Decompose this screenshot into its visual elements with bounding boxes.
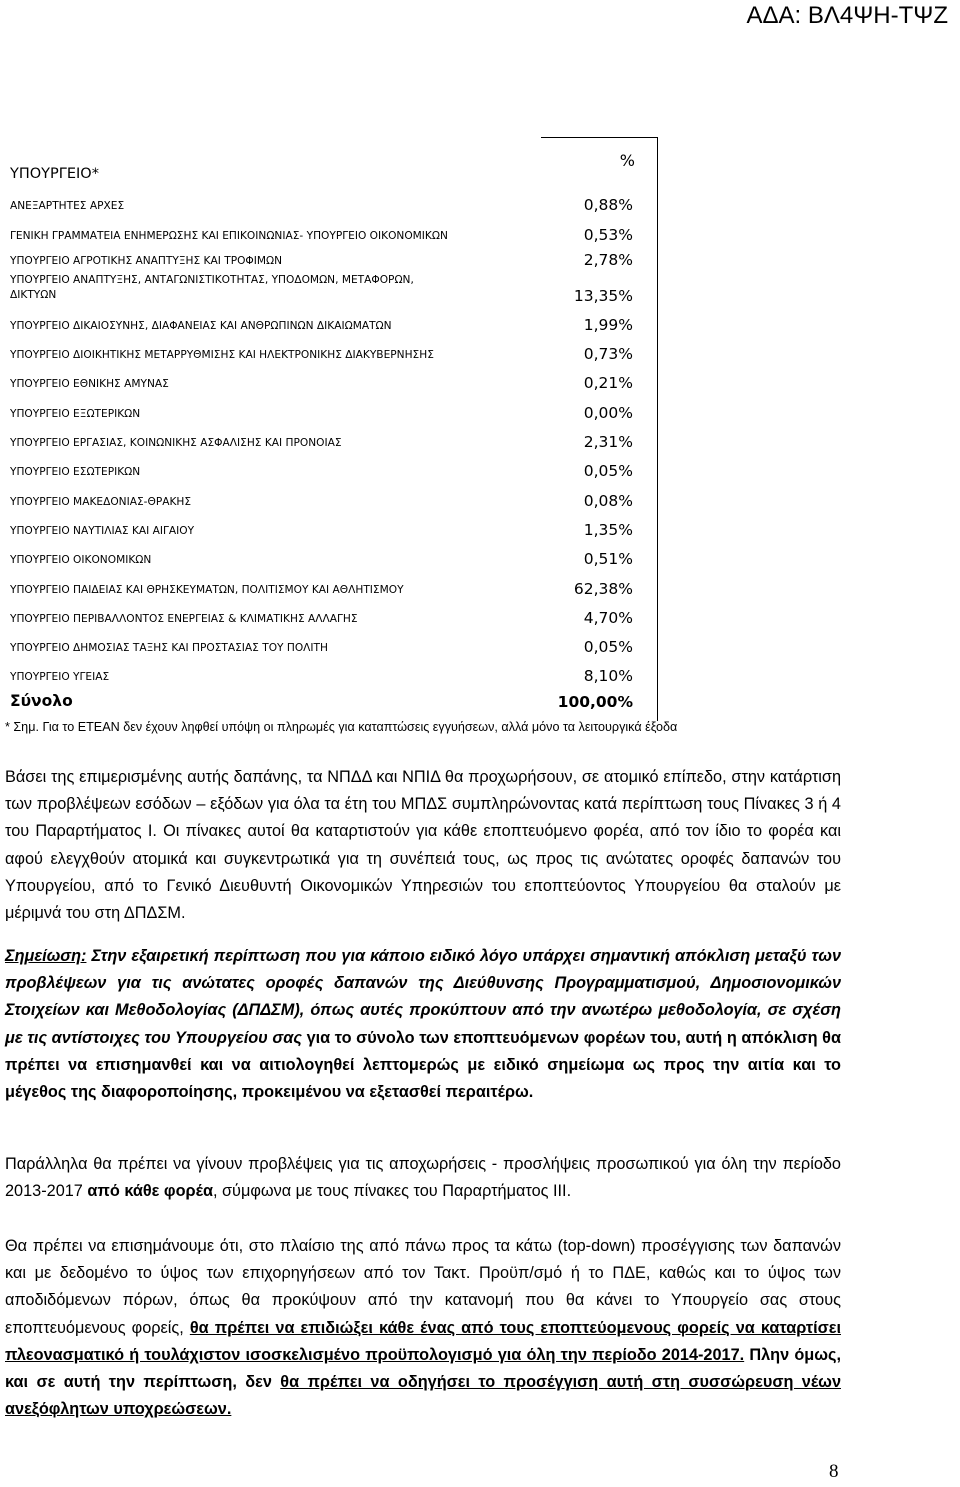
row-label: ΑΝΕΞΑΡΤΗΤΕΣ ΑΡΧΕΣ — [10, 200, 125, 213]
table-row — [5, 245, 657, 270]
page-number: 8 — [829, 1461, 839, 1482]
row-value: 2,78% — [583, 250, 633, 269]
row-value: 1,35% — [583, 520, 633, 539]
table-row — [5, 270, 657, 306]
table-row — [5, 599, 657, 628]
row-label: ΥΠΟΥΡΓΕΙΟ ΑΓΡΟΤΙΚΗΣ ΑΝΑΠΤΥΞΗΣ ΚΑΙ ΤΡΟΦΙΜΩΝ — [10, 254, 283, 267]
table-right-border — [657, 137, 658, 721]
table-row — [5, 335, 657, 364]
row-value: 0,08% — [583, 491, 633, 510]
row-label: ΓΕΝΙΚΗ ΓΡΑΜΜΑΤΕΙΑ ΕΝΗΜΕΡΩΣΗΣ ΚΑΙ ΕΠΙΚΟΙΝΩΝΙΑΣ- ΥΠΟΥΡΓΕΙΟ ΟΙΚΟΝΟΜΙΚΩΝ — [10, 229, 448, 242]
topdown-text-bold: Πλην όμως, και σε αυτή την περίπτωση, δεν — [5, 1345, 841, 1392]
staffing-text-bold: από κάθε φορέα — [87, 1182, 213, 1201]
table-header-row — [5, 137, 657, 186]
row-value: 1,99% — [583, 315, 633, 334]
row-value: 2,31% — [583, 433, 633, 452]
table-row — [5, 423, 657, 452]
total-label: Σύνολο — [10, 692, 73, 711]
row-label: ΥΠΟΥΡΓΕΙΟ ΔΙΟΙΚΗΤΙΚΗΣ ΜΕΤΑΡΡΥΘΜΙΣΗΣ ΚΑΙ ΗΛΕΚΤΡΟΝΙΚΗΣ ΔΙΑΚΥΒΕΡΝΗΣΗΣ — [10, 349, 434, 362]
row-value: 0,05% — [583, 638, 633, 657]
topdown-text-underlined: θα πρέπει να επιδιώξει κάθε ένας από τους εποπτεύομενους φορείς να καταρτίσει πλεονασματικό ή τουλάχιστον ισοσκελισμένο προϋπολογισμό για όλη την περίοδο 2014-2017. — [5, 1318, 841, 1364]
table-row — [5, 393, 657, 422]
row-label: ΥΠΟΥΡΓΕΙΟ ΝΑΥΤΙΛΙΑΣ ΚΑΙ ΑΙΓΑΙΟΥ — [10, 524, 195, 537]
row-value: 0,05% — [583, 462, 633, 481]
row-label: ΥΠΟΥΡΓΕΙΟ ΟΙΚΟΝΟΜΙΚΩΝ — [10, 554, 152, 567]
note-text-bold: για το σύνολο των εποπτευόμενων φορέων του, αυτή η απόκλιση θα πρέπει να επισημανθεί και να αιτιολογηθεί λεπτομερώς με ειδικό σημείωμα ως προς την αιτία και το μέγεθος της διαφοροποίησης, προκειμένου να εξετασθεί περαιτέρω. — [5, 1028, 841, 1102]
note-lead: Σημείωση: — [5, 947, 87, 965]
row-label-line2: ΔΙΚΤΥΩΝ — [10, 288, 57, 301]
ada-code: ΑΔΑ: ΒΛ4ΨΗ-ΤΨΖ — [746, 2, 948, 29]
row-label: ΥΠΟΥΡΓΕΙΟ ΠΕΡΙΒΑΛΛΟΝΤΟΣ ΕΝΕΡΓΕΙΑΣ & ΚΛΙΜΑΤΙΚΗΣ ΑΛΛΑΓΗΣ — [10, 612, 358, 625]
table-row — [5, 628, 657, 657]
row-label: ΥΠΟΥΡΓΕΙΟ ΔΙΚΑΙΟΣΥΝΗΣ, ΔΙΑΦΑΝΕΙΑΣ ΚΑΙ ΑΝΘΡΩΠΙΝΩΝ ΔΙΚΑΙΩΜΑΤΩΝ — [10, 319, 392, 332]
row-value: 13,35% — [573, 286, 633, 305]
table-row — [5, 452, 657, 481]
row-value: 62,38% — [573, 579, 633, 598]
row-label: ΥΠΟΥΡΓΕΙΟ ΕΘΝΙΚΗΣ ΑΜΥΝΑΣ — [10, 378, 169, 391]
table-row — [5, 657, 657, 686]
row-label: ΥΠΟΥΡΓΕΙΟ ΕΞΩΤΕΡΙΚΩΝ — [10, 407, 141, 420]
table-row — [5, 186, 657, 215]
note-text-italic: Στην εξαιρετική περίπτωση που για κάποιο ειδικό λόγο υπάρχει σημαντική απόκλιση μεταξύ των προβλέψεων για τις ανώτατες οροφές δαπανών της Διεύθυνσης Προγραμματισμού, Δημοσιονομικών Στοιχείων και Μεθοδολογίας (ΔΠΔΣΜ), όπως αυτές προκύπτουν από την ανωτέρω μεθοδολογία, σε σχέση με τις αντίστοιχες του Υπουργείου σας — [5, 947, 841, 1047]
table-row — [5, 481, 657, 510]
row-value: 0,88% — [583, 196, 633, 215]
row-value: 4,70% — [583, 608, 633, 627]
table-total-row — [5, 686, 657, 712]
row-value: 0,73% — [583, 345, 633, 364]
paragraph-note — [5, 943, 841, 1106]
row-label — [10, 273, 414, 303]
total-value: 100,00% — [557, 693, 633, 712]
row-label: ΥΠΟΥΡΓΕΙΟ ΥΓΕΙΑΣ — [10, 671, 110, 684]
row-label: ΥΠΟΥΡΓΕΙΟ ΕΡΓΑΣΙΑΣ, ΚΟΙΝΩΝΙΚΗΣ ΑΣΦΑΛΙΣΗΣ ΚΑΙ ΠΡΟΝΟΙΑΣ — [10, 437, 342, 450]
table-row — [5, 364, 657, 393]
paragraph-allocation: Βάσει της επιμερισμένης αυτής δαπάνης, τα ΝΠΔΔ και ΝΠΙΔ θα προχωρήσουν, σε ατομικό επίπεδο, στην κατάρτιση των προβλέψεων εσόδων – εξόδων για όλα τα έτη του ΜΠΔΣ συμπληρώνοντας κατά περίπτωση τους Πίνακες 3 ή 4 του Παραρτήματος Ι. Οι πίνακες αυτοί θα καταρτιστούν για κάθε εποπτευόμενο φορέα, από τον ίδιο το φορέα και αφού ελεγχθούν ατομικά και συγκεντρωτικά για τη συνέπειά τους, ως προς τις ανώτατες οροφές δαπανών του Υπουργείου, από το Γενικό Διευθυντή Οικονομικών Υπηρεσιών του εποπτεύοντος Υπουργείου θα σταλούν με μέριμνά του στη ΔΠΔΣΜ. — [5, 768, 841, 923]
staffing-text-2: , σύμφωνα με τους πίνακες του Παραρτήματος ΙΙΙ. — [212, 1182, 572, 1201]
table-footnote: * Σημ. Για το ΕΤΕΑΝ δεν έχουν ληφθεί υπόψη οι πληρωμές για καταπτώσεις εγγυήσεων, αλλά μόνο τα λειτουργικά έξοδα — [5, 720, 678, 734]
row-label: ΥΠΟΥΡΓΕΙΟ ΕΣΩΤΕΡΙΚΩΝ — [10, 466, 141, 479]
row-label-line1: ΥΠΟΥΡΓΕΙΟ ΑΝΑΠΤΥΞΗΣ, ΑΝΤΑΓΩΝΙΣΤΙΚΟΤΗΤΑΣ, ΥΠΟΔΟΜΩΝ, ΜΕΤΑΦΟΡΩΝ, — [10, 273, 414, 286]
row-value: 0,21% — [583, 374, 633, 393]
table-row — [5, 569, 657, 598]
paragraph-staffing — [5, 1151, 841, 1205]
table-row — [5, 306, 657, 335]
header-ministry: ΥΠΟΥΡΓΕΙΟ* — [10, 166, 99, 182]
table-row — [5, 540, 657, 569]
paragraph-topdown — [5, 1233, 841, 1423]
table-row — [5, 511, 657, 540]
row-label: ΥΠΟΥΡΓΕΙΟ ΠΑΙΔΕΙΑΣ ΚΑΙ ΘΡΗΣΚΕΥΜΑΤΩΝ, ΠΟΛΙΤΙΣΜΟΥ ΚΑΙ ΑΘΛΗΤΙΣΜΟΥ — [10, 583, 404, 596]
row-value: 0,51% — [583, 550, 633, 569]
topdown-text-underlined-2: θα πρέπει να οδηγήσει το προσέγγιση αυτή στη συσσώρευση νέων ανεξόφλητων υποχρεώσεων. — [5, 1373, 841, 1419]
row-label: ΥΠΟΥΡΓΕΙΟ ΜΑΚΕΔΟΝΙΑΣ-ΘΡΑΚΗΣ — [10, 495, 192, 508]
allocation-table — [5, 137, 658, 712]
row-value: 0,00% — [583, 403, 633, 422]
topdown-text-1: Θα πρέπει να επισημάνουμε ότι, στο πλαίσιο της από πάνω προς τα κάτω (top-down) προσέγγισης των δαπανών και με δεδομένο το ύψος των επιχορηγήσεων από τον Τακτ. Προϋπ/σμό ή το ΠΔΕ, καθώς και το ύψος των αποδιδόμενων πόρων, όπως θα προκύψουν από την κατανομή που θα κάνει το Υπουργείο σας στους εποπτευόμενους φορείς, — [5, 1237, 841, 1337]
row-label: ΥΠΟΥΡΓΕΙΟ ΔΗΜΟΣΙΑΣ ΤΑΞΗΣ ΚΑΙ ΠΡΟΣΤΑΣΙΑΣ ΤΟΥ ΠΟΛΙΤΗ — [10, 642, 328, 655]
row-value: 0,53% — [583, 225, 633, 244]
row-value: 8,10% — [583, 667, 633, 686]
staffing-text-1: Παράλληλα θα πρέπει να γίνουν προβλέψεις για τις αποχωρήσεις - προσλήψεις προσωπικού για όλη την περίοδο 2013-2017 — [5, 1155, 841, 1201]
header-percent: % — [619, 151, 635, 170]
table-row — [5, 215, 657, 244]
